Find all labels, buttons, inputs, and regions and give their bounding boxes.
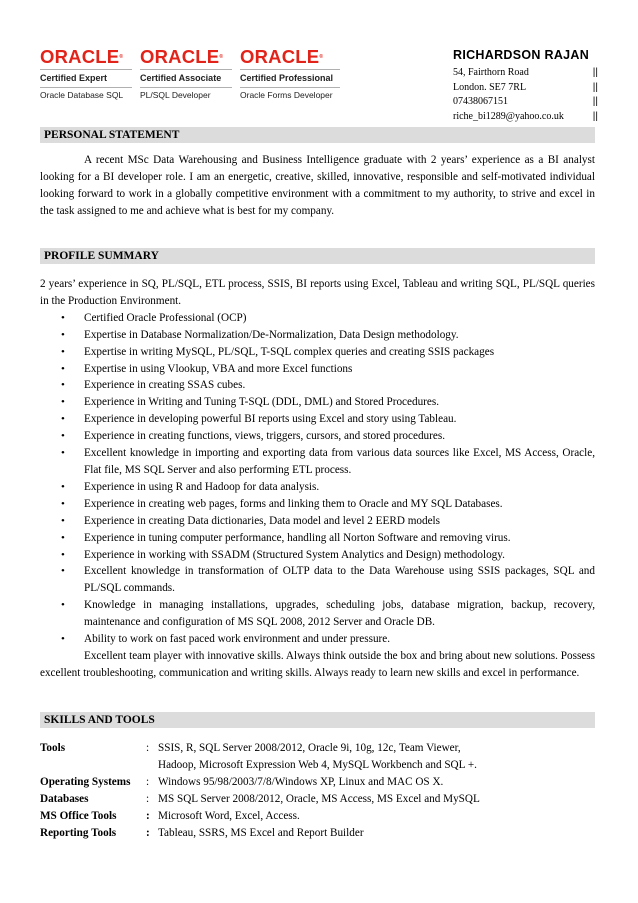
skill-colon: : [146,775,150,788]
skill-colon: : [146,809,150,822]
skill-colon: : [146,742,150,754]
contact-address-line: 54, Fairthorn Road || [453,67,598,78]
section-heading-personal-statement: PERSONAL STATEMENT [40,127,595,143]
list-item: • Experience in developing powerful BI reports using Excel and story using Tableau. [40,411,595,428]
table-row [40,825,593,842]
section-heading-profile-summary: PROFILE SUMMARY [40,248,595,264]
cert-level: Certified Associate [140,73,222,83]
table-row [40,757,593,774]
table-row [40,808,593,825]
cert-track: Oracle Forms Developer [240,90,333,100]
list-item: • Ability to work on fast paced work environment and under pressure. [40,631,595,648]
list-item: • Expertise in using Vlookup, VBA and more Excel functions [40,361,595,378]
section-heading-skills-tools: SKILLS AND TOOLS [40,712,595,728]
skill-colon: : [146,792,150,805]
list-item: • Experience in creating web pages, forms and linking them to Oracle and MY SQL Databases. [40,496,595,513]
skill-label: MS Office Tools [40,809,117,822]
skill-value: SSIS, R, SQL Server 2008/2012, Oracle 9i, 10g, 12c, Team Viewer, [158,742,461,754]
skill-value: Hadoop, Microsoft Expression Web 4, MySQL Workbench and SQL +. [158,758,477,771]
skill-label: Operating Systems [40,775,131,788]
cert-level: Certified Professional [240,73,334,83]
skill-value: MS SQL Server 2008/2012, Oracle, MS Access, MS Excel and MySQL [158,792,480,805]
skill-value: Windows 95/98/2003/7/8/Windows XP, Linux and MAC OS X. [158,775,444,788]
profile-summary-body [40,276,595,682]
skill-value: Tableau, SSRS, MS Excel and Report Builder [158,826,364,839]
list-item: • Excellent knowledge in importing and exporting data from various data sources like Excel, MS Access, Oracle, Flat file, MS SQL Server and also performing ETL process. [40,445,595,479]
list-item: • Experience in creating functions, views, triggers, cursors, and stored procedures. [40,428,595,445]
cert-track: PL/SQL Developer [140,90,211,100]
list-item: • Experience in working with SSADM (Structured System Analytics and Design) methodology. [40,547,595,564]
certification-logos [40,48,340,101]
oracle-cert-logo-professional: ORACLE® Certified Professional Oracle Forms Developer [240,48,340,101]
skill-value: Microsoft Word, Excel, Access. [158,809,300,822]
cert-level: Certified Expert [40,73,108,83]
skill-colon: : [146,826,150,839]
list-item: • Certified Oracle Professional (OCP) [40,310,595,327]
table-row [40,774,593,791]
cert-track: Oracle Database SQL [40,90,124,100]
oracle-cert-logo-associate: ORACLE® Certified Associate PL/SQL Developer [140,48,232,101]
contact-phone-line: 07438067151 || [453,96,598,107]
oracle-logo-wordmark: ORACLE [40,46,120,67]
candidate-name: RICHARDSON RAJAN [453,48,590,62]
skill-colon [146,757,158,774]
list-item: • Expertise in Database Normalization/De-Normalization, Data Design methodology. [40,327,595,344]
profile-summary-closing: Excellent team player with innovative skills. Always think outside the box and bring about new solutions. Possess excellent troubleshooting, communication and writing skills. Always ready to learn new skills and excel in performance. [40,649,595,679]
skill-label: Tools [40,742,66,754]
oracle-logo-wordmark: ORACLE [140,46,220,67]
list-item: • Experience in creating Data dictionaries, Data model and level 2 EERD models [40,513,595,530]
list-item: • Experience in Writing and Tuning T-SQL (DDL, DML) and Stored Procedures. [40,394,595,411]
list-item: • Experience in tuning computer performance, handling all Norton Software and removing virus. [40,530,595,547]
table-row [40,740,593,757]
skills-table [40,740,593,841]
oracle-logo-wordmark: ORACLE [240,46,320,67]
skill-label [40,757,146,774]
skill-label: Reporting Tools [40,826,117,839]
contact-email-line: riche_bi1289@yahoo.co.uk || [453,110,598,122]
list-item: • Excellent knowledge in transformation of OLTP data to the Data Warehouse using SSIS packages, SQL and PL/SQL commands. [40,563,595,597]
profile-summary-intro: 2 years’ experience in SQ, PL/SQL, ETL process, SSIS, BI reports using Excel, Tableau and writing SQL, PL/SQL queries in the Production Environment. [40,278,595,307]
table-row [40,791,593,808]
contact-block [453,47,598,124]
oracle-cert-logo-expert: ORACLE® Certified Expert Oracle Database SQL [40,48,132,101]
list-item: • Experience in using R and Hadoop for data analysis. [40,479,595,496]
list-item: • Expertise in writing MySQL, PL/SQL, T-SQL complex queries and creating SSIS packages [40,344,595,361]
list-item: • Knowledge in managing installations, upgrades, scheduling jobs, database migration, backup, recovery, maintenance and configuration of MS SQL 2008, 2012 Server and Oracle DB. [40,597,595,631]
profile-summary-list [40,310,595,648]
contact-city-line: London. SE7 7RL || [453,81,598,93]
skill-label: Databases [40,792,89,805]
personal-statement-text: A recent MSc Data Warehousing and Business Intelligence graduate with 2 years’ experience as a BI analyst looking for a BI developer role. I am an energetic, creative, skilled, innovative, responsible and self-motivated individual looking forward to work in a globally competitive environment with a commitment to my authority, to strive and excel in the task assigned to me and achieve what is best for my company. [40,154,595,217]
list-item: • Experience in creating SSAS cubes. [40,377,595,394]
